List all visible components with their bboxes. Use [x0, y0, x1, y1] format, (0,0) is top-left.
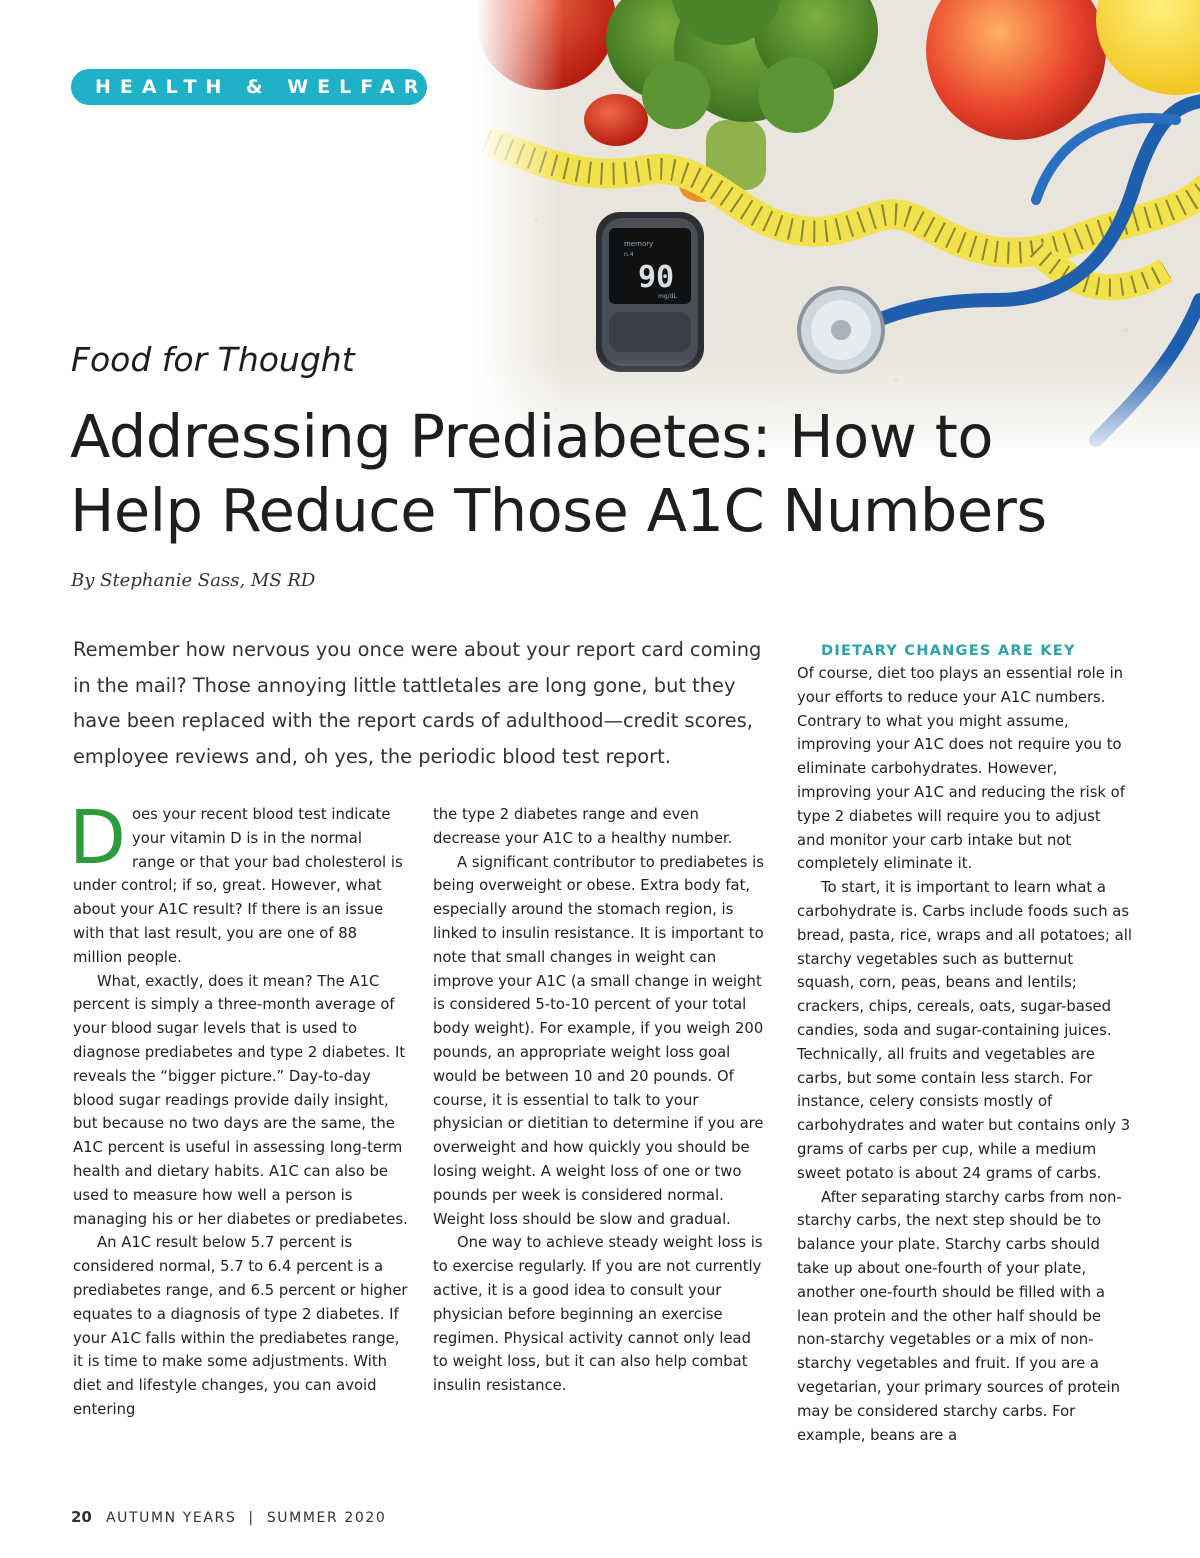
body-paragraph: One way to achieve steady weight loss is to exercise regularly. If you are not currently active, it is a good idea to consult your physician before beginning an exercise regimen. Physical activity cannot only lead to weight loss, but it can also help combat insulin resistance.	[433, 1234, 763, 1395]
page-footer	[71, 1508, 386, 1526]
body-column-1	[69, 795, 408, 1422]
body-paragraph: Of course, diet too plays an essential role in your efforts to reduce your A1C numbers. Contrary to what you might assume, improving your A1C does not require you to eliminate carbohydrates. However, improving your A1C and reducing the risk of type 2 diabetes will require you to adjust and monitor your carb intake but not completely eliminate it.	[797, 665, 1125, 873]
body-column-3	[797, 640, 1132, 1447]
footer-separator: |	[248, 1510, 255, 1526]
section-label: HEALTH & WELFARE	[71, 69, 427, 105]
paragraph-text: oes your recent blood test indicate your vitamin D is in the normal range or that your bad cholesterol is under control; if so, great. However, what about your A1C result? If there is an issue with that last result, you are one of 88 million people.	[73, 806, 403, 966]
article-byline: By Stephanie Sass, MS RD	[71, 570, 316, 591]
article-intro: Remember how nervous you once were about your report card coming in the mail? Those annoying little tattletales are long gone, but they have been replaced with the report cards of adulthood—credit scores, employee reviews and, oh yes, the periodic blood test report.	[73, 638, 762, 768]
article-headline: Addressing Prediabetes: How to Help Reduce Those A1C Numbers	[70, 402, 1047, 545]
hero-illustration	[476, 0, 1200, 448]
section-subhead: DIETARY CHANGES ARE KEY	[821, 642, 1076, 659]
publication-name: AUTUMN YEARS	[105, 1510, 237, 1526]
body-paragraph: To start, it is important to learn what a carbohydrate is. Carbs include foods such as bread, pasta, rice, wraps and all potatoes; all starchy vegetables such as butternut squash, corn, peas, beans and lentils; crackers, chips, cereals, oats, sugar-based candies, soda and sugar-containing juices. Technically, all fruits and vegetables are carbs, but some contain less starch. For instance, celery consists mostly of carbohydrates and water but contains only 3 grams of carbs per cup, while a medium sweet potato is about 24 grams of carbs.	[797, 879, 1132, 1182]
body-paragraph: the type 2 diabetes range and even decrease your A1C to a healthy number.	[433, 806, 733, 847]
body-column-2	[433, 803, 768, 1398]
hero-photo	[476, 0, 1200, 448]
drop-cap: D	[69, 795, 126, 881]
issue-label: SUMMER 2020	[266, 1510, 387, 1526]
body-paragraph: After separating starchy carbs from non-starchy carbs, the next step should be to balance your plate. Starchy carbs should take up about one-fourth of your plate, another one-fourth should be filled with a lean protein and the other half should be non-starchy vegetables or a mix of non-starchy vegetables and fruit. If you are a vegetarian, your primary sources of protein may be considered starchy carbs. For example, beans are a	[797, 1188, 1122, 1444]
body-paragraph: An A1C result below 5.7 percent is considered normal, 5.7 to 6.4 percent is a prediabetes range, and 6.5 percent or higher equates to a diagnosis of type 2 diabetes. If your A1C falls within the prediabetes range, it is time to make some adjustments. With diet and lifestyle changes, you can avoid entering	[73, 1234, 408, 1418]
body-paragraph: A significant contributor to prediabetes is being overweight or obese. Extra body fat, especially around the stomach region, is linked to insulin resistance. It is important to note that small changes in weight can improve your A1C (a small change in weight is considered 5-to-10 percent of your total body weight). For example, if you weigh 200 pounds, an appropriate weight loss goal would be between 10 and 20 pounds. Of course, it is essential to talk to your physician or dietitian to determine if you are overweight and how quickly you should be losing weight. A weight loss of one or two pounds per week is considered normal. Weight loss should be slow and gradual.	[433, 853, 764, 1228]
page-number: 20	[71, 1508, 92, 1526]
body-paragraph: What, exactly, does it mean? The A1C percent is simply a three-month average of your blood sugar levels that is used to diagnose prediabetes and type 2 diabetes. It reveals the “bigger picture.” Day-to-day blood sugar readings provide daily insight, but because no two days are the same, the A1C percent is useful in assessing long-term health and dietary habits. A1C can also be used to measure how well a person is managing his or her diabetes or prediabetes.	[73, 972, 408, 1228]
body-paragraph	[69, 795, 408, 970]
article-kicker: Food for Thought	[71, 340, 355, 379]
